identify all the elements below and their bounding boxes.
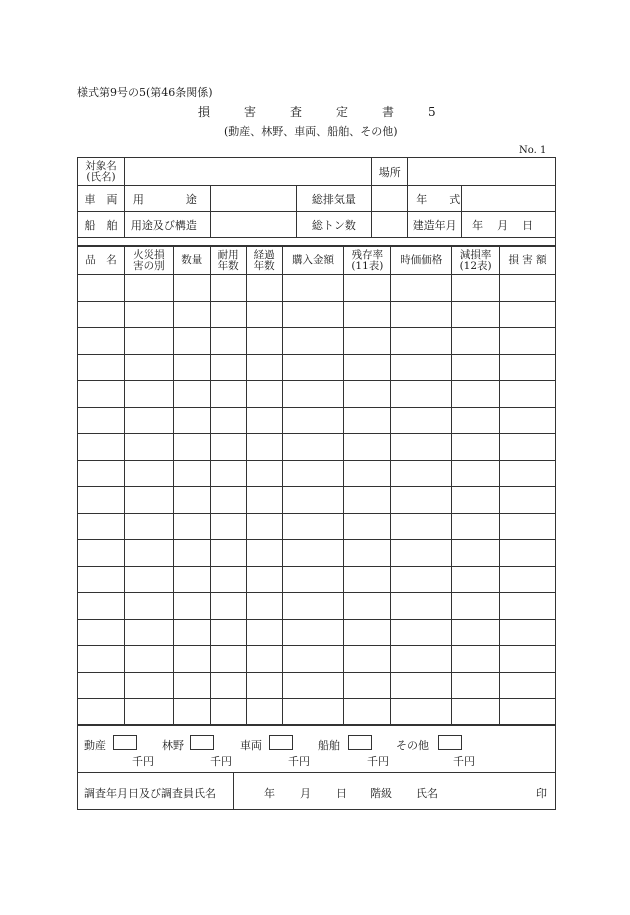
table-cell[interactable] <box>500 460 556 487</box>
ship-amount-box[interactable] <box>348 735 372 750</box>
table-cell[interactable] <box>173 301 210 328</box>
gross-tonnage-label: 総トン数 <box>296 212 372 238</box>
title-char: 損 <box>198 105 211 119</box>
table-cell[interactable] <box>246 513 282 540</box>
table-cell[interactable] <box>344 487 391 514</box>
table-cell[interactable] <box>282 381 344 408</box>
title-char: 書 <box>382 105 395 119</box>
vehicle-unit: 千円 <box>288 755 310 768</box>
footer-divider <box>233 773 234 809</box>
document-subtitle: (動産、林野、車両、船舶、その他) <box>224 125 398 138</box>
table-cell[interactable] <box>78 275 125 302</box>
table-cell[interactable] <box>78 699 125 726</box>
table-cell[interactable] <box>500 699 556 726</box>
build-date-field[interactable]: 年 月 日 <box>462 212 556 238</box>
footer-day: 日 <box>336 787 347 800</box>
header-quantity: 数量 <box>173 247 210 275</box>
title-char: 害 <box>244 105 257 119</box>
table-cell[interactable] <box>78 328 125 355</box>
table-cell[interactable] <box>500 540 556 567</box>
table-cell[interactable] <box>391 328 452 355</box>
table-cell[interactable] <box>173 540 210 567</box>
other-amount-box[interactable] <box>438 735 462 750</box>
table-row <box>78 434 556 461</box>
table-cell[interactable] <box>391 540 452 567</box>
document-number: No. 1 <box>519 145 547 156</box>
table-cell[interactable] <box>78 301 125 328</box>
target-name-label: 対象名 (氏名) <box>78 158 125 186</box>
table-cell[interactable] <box>246 301 282 328</box>
table-row <box>78 354 556 381</box>
table-cell[interactable] <box>391 354 452 381</box>
table-cell[interactable] <box>500 434 556 461</box>
table-cell[interactable] <box>282 593 344 620</box>
table-cell[interactable] <box>344 434 391 461</box>
table-cell[interactable] <box>282 460 344 487</box>
table-cell[interactable] <box>391 646 452 673</box>
table-cell[interactable] <box>173 434 210 461</box>
table-cell[interactable] <box>282 699 344 726</box>
table-row <box>78 381 556 408</box>
ship-total-label: 船舶 <box>318 739 340 752</box>
table-cell[interactable] <box>210 460 246 487</box>
footer-month: 月 <box>300 787 311 800</box>
table-row <box>78 540 556 567</box>
build-date-label: 建造年月 <box>408 212 462 238</box>
table-row <box>78 672 556 699</box>
table-cell[interactable] <box>344 275 391 302</box>
table-cell[interactable] <box>391 275 452 302</box>
movable-unit: 千円 <box>132 755 154 768</box>
table-cell[interactable] <box>500 646 556 673</box>
table-cell[interactable] <box>78 566 125 593</box>
title-char: 定 <box>336 105 349 119</box>
table-cell[interactable] <box>452 513 500 540</box>
table-cell[interactable] <box>78 460 125 487</box>
table-cell[interactable] <box>282 619 344 646</box>
table-cell[interactable] <box>344 328 391 355</box>
model-year-field[interactable] <box>462 186 556 212</box>
header-purchase-price: 購入金額 <box>282 247 344 275</box>
table-cell[interactable] <box>173 328 210 355</box>
movable-label: 動産 <box>84 739 106 752</box>
items-table <box>77 246 556 726</box>
table-cell[interactable] <box>282 275 344 302</box>
header-market-value: 時価価格 <box>391 247 452 275</box>
table-cell[interactable] <box>500 513 556 540</box>
table-cell[interactable] <box>173 672 210 699</box>
table-cell[interactable] <box>210 434 246 461</box>
table-cell[interactable] <box>124 354 173 381</box>
table-cell[interactable] <box>78 672 125 699</box>
table-cell[interactable] <box>500 328 556 355</box>
table-cell[interactable] <box>173 460 210 487</box>
use-structure-field[interactable] <box>210 212 296 238</box>
table-cell[interactable] <box>210 619 246 646</box>
table-row <box>78 566 556 593</box>
table-cell[interactable] <box>124 434 173 461</box>
form-number: 様式第9号の5(第46条関係) <box>77 86 213 99</box>
items-header-row <box>78 247 556 275</box>
table-cell[interactable] <box>173 381 210 408</box>
table-row <box>78 407 556 434</box>
table-cell[interactable] <box>452 619 500 646</box>
table-cell[interactable] <box>282 434 344 461</box>
table-cell[interactable] <box>246 646 282 673</box>
table-cell[interactable] <box>210 354 246 381</box>
table-cell[interactable] <box>282 301 344 328</box>
table-cell[interactable] <box>344 593 391 620</box>
table-cell[interactable] <box>78 646 125 673</box>
table-cell[interactable] <box>282 487 344 514</box>
table-cell[interactable] <box>78 540 125 567</box>
table-cell[interactable] <box>344 540 391 567</box>
header-useful-life: 耐用 年数 <box>210 247 246 275</box>
use-structure-label: 用途及び構造 <box>124 212 210 238</box>
table-cell[interactable] <box>344 407 391 434</box>
target-name-field[interactable] <box>124 158 371 186</box>
location-label: 場所 <box>372 158 408 186</box>
table-cell[interactable] <box>500 275 556 302</box>
table-cell[interactable] <box>246 407 282 434</box>
table-cell[interactable] <box>500 672 556 699</box>
header-impairment-rate: 減損率 (12表) <box>452 247 500 275</box>
ship-label: 船 舶 <box>78 212 125 238</box>
table-cell[interactable] <box>282 540 344 567</box>
vehicle-amount-box[interactable] <box>269 735 293 750</box>
table-cell[interactable] <box>344 699 391 726</box>
table-cell[interactable] <box>210 646 246 673</box>
table-cell[interactable] <box>210 593 246 620</box>
title-char: 査 <box>290 105 303 119</box>
table-cell[interactable] <box>124 407 173 434</box>
table-cell[interactable] <box>391 460 452 487</box>
table-cell[interactable] <box>452 328 500 355</box>
table-cell[interactable] <box>344 513 391 540</box>
table-cell[interactable] <box>124 619 173 646</box>
table-cell[interactable] <box>246 699 282 726</box>
table-cell[interactable] <box>124 381 173 408</box>
table-cell[interactable] <box>344 460 391 487</box>
table-row <box>78 513 556 540</box>
vehicle-label: 車 両 <box>78 186 125 212</box>
table-cell[interactable] <box>210 487 246 514</box>
table-cell[interactable] <box>452 354 500 381</box>
table-cell[interactable] <box>452 540 500 567</box>
table-cell[interactable] <box>344 672 391 699</box>
table-cell[interactable] <box>282 672 344 699</box>
table-cell[interactable] <box>344 566 391 593</box>
table-cell[interactable] <box>282 646 344 673</box>
table-cell[interactable] <box>173 407 210 434</box>
title-char: 5 <box>428 105 436 119</box>
table-cell[interactable] <box>500 619 556 646</box>
table-cell[interactable] <box>452 407 500 434</box>
table-cell[interactable] <box>210 672 246 699</box>
table-cell[interactable] <box>124 672 173 699</box>
table-cell[interactable] <box>391 619 452 646</box>
header-residual-rate: 残存率 (11表) <box>344 247 391 275</box>
header-fire-damage-type: 火災損 害の別 <box>124 247 173 275</box>
table-cell[interactable] <box>124 699 173 726</box>
table-cell[interactable] <box>452 460 500 487</box>
table-cell[interactable] <box>173 513 210 540</box>
table-cell[interactable] <box>124 566 173 593</box>
displacement-field[interactable] <box>372 186 408 212</box>
document-title <box>198 103 436 120</box>
table-row <box>78 646 556 673</box>
table-cell[interactable] <box>210 566 246 593</box>
table-cell[interactable] <box>173 354 210 381</box>
table-cell[interactable] <box>452 566 500 593</box>
gross-tonnage-field[interactable] <box>372 212 408 238</box>
table-cell[interactable] <box>78 407 125 434</box>
table-cell[interactable] <box>391 487 452 514</box>
table-cell[interactable] <box>452 672 500 699</box>
table-cell[interactable] <box>452 646 500 673</box>
table-cell[interactable] <box>500 566 556 593</box>
table-cell[interactable] <box>210 301 246 328</box>
table-cell[interactable] <box>344 354 391 381</box>
header-elapsed-years: 経過 年数 <box>246 247 282 275</box>
table-cell[interactable] <box>124 460 173 487</box>
table-cell[interactable] <box>246 275 282 302</box>
table-cell[interactable] <box>124 487 173 514</box>
table-cell[interactable] <box>452 487 500 514</box>
table-cell[interactable] <box>391 699 452 726</box>
table-cell[interactable] <box>173 593 210 620</box>
use-field[interactable] <box>210 186 296 212</box>
table-row <box>78 301 556 328</box>
table-cell[interactable] <box>391 593 452 620</box>
table-cell[interactable] <box>124 275 173 302</box>
table-cell[interactable] <box>173 487 210 514</box>
table-cell[interactable] <box>173 275 210 302</box>
location-field[interactable] <box>408 158 556 186</box>
table-cell[interactable] <box>173 699 210 726</box>
table-cell[interactable] <box>210 699 246 726</box>
model-year-label: 年 式 <box>408 186 462 212</box>
table-cell[interactable] <box>246 672 282 699</box>
table-cell[interactable] <box>344 301 391 328</box>
table-cell[interactable] <box>246 566 282 593</box>
table-cell[interactable] <box>246 381 282 408</box>
table-cell[interactable] <box>452 301 500 328</box>
table-cell[interactable] <box>500 381 556 408</box>
ship-unit: 千円 <box>367 755 389 768</box>
table-cell[interactable] <box>344 646 391 673</box>
table-cell[interactable] <box>173 619 210 646</box>
vehicle-total-label: 車両 <box>240 739 262 752</box>
table-cell[interactable] <box>246 487 282 514</box>
table-cell[interactable] <box>78 487 125 514</box>
table-cell[interactable] <box>500 407 556 434</box>
table-cell[interactable] <box>452 593 500 620</box>
footer-year: 年 <box>264 787 275 800</box>
table-cell[interactable] <box>124 646 173 673</box>
table-cell[interactable] <box>78 619 125 646</box>
table-cell[interactable] <box>173 566 210 593</box>
table-cell[interactable] <box>78 381 125 408</box>
forest-amount-box[interactable] <box>190 735 214 750</box>
table-cell[interactable] <box>210 407 246 434</box>
table-cell[interactable] <box>246 434 282 461</box>
table-cell[interactable] <box>391 672 452 699</box>
forest-label: 林野 <box>162 739 184 752</box>
table-cell[interactable] <box>246 540 282 567</box>
displacement-label: 総排気量 <box>296 186 372 212</box>
table-cell[interactable] <box>78 513 125 540</box>
table-row <box>78 328 556 355</box>
table-cell[interactable] <box>246 328 282 355</box>
other-unit: 千円 <box>453 755 475 768</box>
table-cell[interactable] <box>500 593 556 620</box>
table-cell[interactable] <box>246 593 282 620</box>
table-row <box>78 275 556 302</box>
table-cell[interactable] <box>282 566 344 593</box>
table-cell[interactable] <box>78 354 125 381</box>
table-cell[interactable] <box>452 275 500 302</box>
table-cell[interactable] <box>246 460 282 487</box>
table-row <box>78 487 556 514</box>
table-row <box>78 460 556 487</box>
table-cell[interactable] <box>452 699 500 726</box>
use-label: 用 途 <box>124 186 210 212</box>
forest-unit: 千円 <box>210 755 232 768</box>
table-cell[interactable] <box>78 434 125 461</box>
table-cell[interactable] <box>210 513 246 540</box>
table-row <box>78 619 556 646</box>
info-table <box>77 157 556 246</box>
table-cell[interactable] <box>78 593 125 620</box>
table-cell[interactable] <box>391 381 452 408</box>
table-row <box>78 699 556 726</box>
table-cell[interactable] <box>344 619 391 646</box>
other-label: その他 <box>396 739 429 752</box>
survey-label: 調査年月日及び調査員氏名 <box>84 787 216 800</box>
movable-amount-box[interactable] <box>113 735 137 750</box>
survey-footer <box>77 772 556 810</box>
header-damage-amount: 損 害 額 <box>500 247 556 275</box>
table-cell[interactable] <box>391 513 452 540</box>
table-cell[interactable] <box>500 354 556 381</box>
table-cell[interactable] <box>282 328 344 355</box>
table-cell[interactable] <box>452 381 500 408</box>
table-cell[interactable] <box>391 434 452 461</box>
table-cell[interactable] <box>246 354 282 381</box>
table-cell[interactable] <box>124 513 173 540</box>
table-cell[interactable] <box>282 354 344 381</box>
table-cell[interactable] <box>210 540 246 567</box>
table-cell[interactable] <box>210 328 246 355</box>
footer-seal: 印 <box>536 787 547 800</box>
table-cell[interactable] <box>173 646 210 673</box>
table-cell[interactable] <box>500 301 556 328</box>
table-cell[interactable] <box>282 407 344 434</box>
header-item-name: 品 名 <box>78 247 125 275</box>
table-cell[interactable] <box>282 513 344 540</box>
table-cell[interactable] <box>391 301 452 328</box>
table-cell[interactable] <box>124 593 173 620</box>
table-row <box>78 593 556 620</box>
table-cell[interactable] <box>124 301 173 328</box>
footer-rank: 階級 <box>370 787 392 800</box>
table-cell[interactable] <box>391 407 452 434</box>
table-cell[interactable] <box>452 434 500 461</box>
totals-section <box>77 724 556 773</box>
footer-name: 氏名 <box>416 787 438 800</box>
table-cell[interactable] <box>210 381 246 408</box>
table-cell[interactable] <box>246 619 282 646</box>
table-cell[interactable] <box>210 275 246 302</box>
spacer-row <box>78 238 556 246</box>
table-cell[interactable] <box>391 566 452 593</box>
table-cell[interactable] <box>500 487 556 514</box>
table-cell[interactable] <box>124 540 173 567</box>
table-cell[interactable] <box>344 381 391 408</box>
table-cell[interactable] <box>124 328 173 355</box>
